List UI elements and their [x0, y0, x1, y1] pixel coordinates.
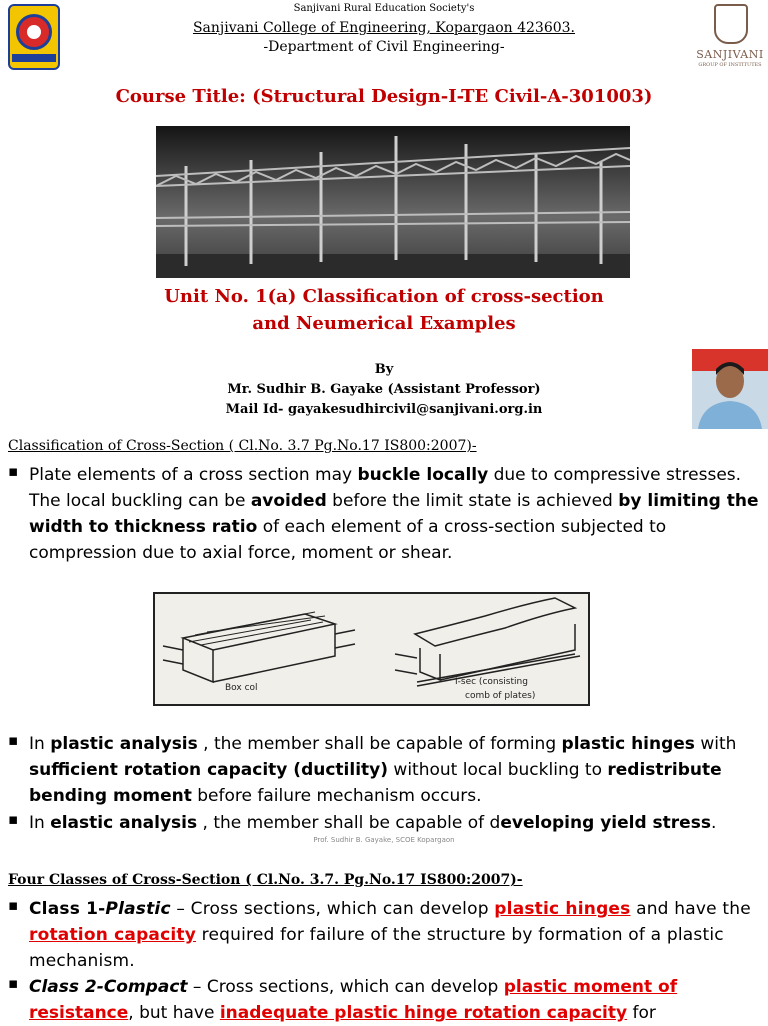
section1-heading: Classification of Cross-Section ( Cl.No. 3.7 Pg.No.17 IS800:2007)-: [8, 438, 477, 454]
footer-credit: Prof. Sudhir B. Gayake, SCOE Kopargaon: [313, 836, 455, 844]
steel-structure-photo: [156, 126, 630, 278]
author-name: Mr. Sudhir B. Gayake (Assistant Professor): [227, 382, 541, 397]
bullet-icon: ▪: [8, 462, 19, 480]
sanjivani-group-logo: SANJIVANI GROUP OF INSTITUTES: [692, 0, 768, 80]
sketch-label-comb: comb of plates): [465, 691, 536, 701]
department-name: -Department of Civil Engineering-: [263, 39, 505, 55]
unit-title: Unit No. 1(a) Classification of cross-section and Neumerical Examples: [164, 286, 604, 334]
college-name: Sanjivani College of Engineering, Kopargaon 423603.: [192, 20, 576, 36]
bullet-icon: ▪: [8, 810, 19, 828]
class2-compact: ▪ Class 2-Compact – Cross sections, which can develop plastic moment of resistance, but have inadequate plastic hinge rotation capacity for: [8, 974, 678, 1023]
sketch-label-isec: I-sec (consisting: [455, 677, 528, 687]
author-email: Mail Id- gayakesudhircivil@sanjivani.org.in: [225, 402, 543, 417]
buckling-sketch: [153, 592, 590, 706]
bullet-plastic-analysis: ▪ In plastic analysis , the member shall be capable of forming plastic hinges with sufficient rotation capacity (ductility) without local buckling to redistribute bending moment before failure mechanism occurs.: [8, 731, 737, 806]
bullet-icon: ▪: [8, 896, 19, 914]
society-name: Sanjivani Rural Education Society's: [293, 3, 475, 14]
course-title: Course Title: (Structural Design-I-TE Civil-A-301003): [115, 86, 653, 107]
by-label: By: [374, 362, 394, 377]
class1-plastic: ▪ Class 1-Plastic – Cross sections, which can develop plastic hinges and have the rotation capacity required for failure of the structure by formation of a plastic mechanism.: [8, 896, 751, 971]
author-photo: [692, 349, 768, 429]
bullet-local-buckling: ▪ Plate elements of a cross section may buckle locally due to compressive stresses. The local buckling can be avoided before the limit state is achieved by limiting the width to thickness ratio of each element of a cross-section subjected to compression due to axial force, moment or shear.: [8, 462, 759, 563]
bullet-icon: ▪: [8, 731, 19, 749]
bullet-icon: ▪: [8, 974, 19, 992]
section2-heading: Four Classes of Cross-Section ( Cl.No. 3.7. Pg.No.17 IS800:2007)-: [8, 872, 523, 888]
bullet-elastic-analysis: ▪ In elastic analysis , the member shall be capable of developing yield stress.: [8, 810, 717, 833]
sketch-label-box: Box col: [225, 683, 258, 693]
